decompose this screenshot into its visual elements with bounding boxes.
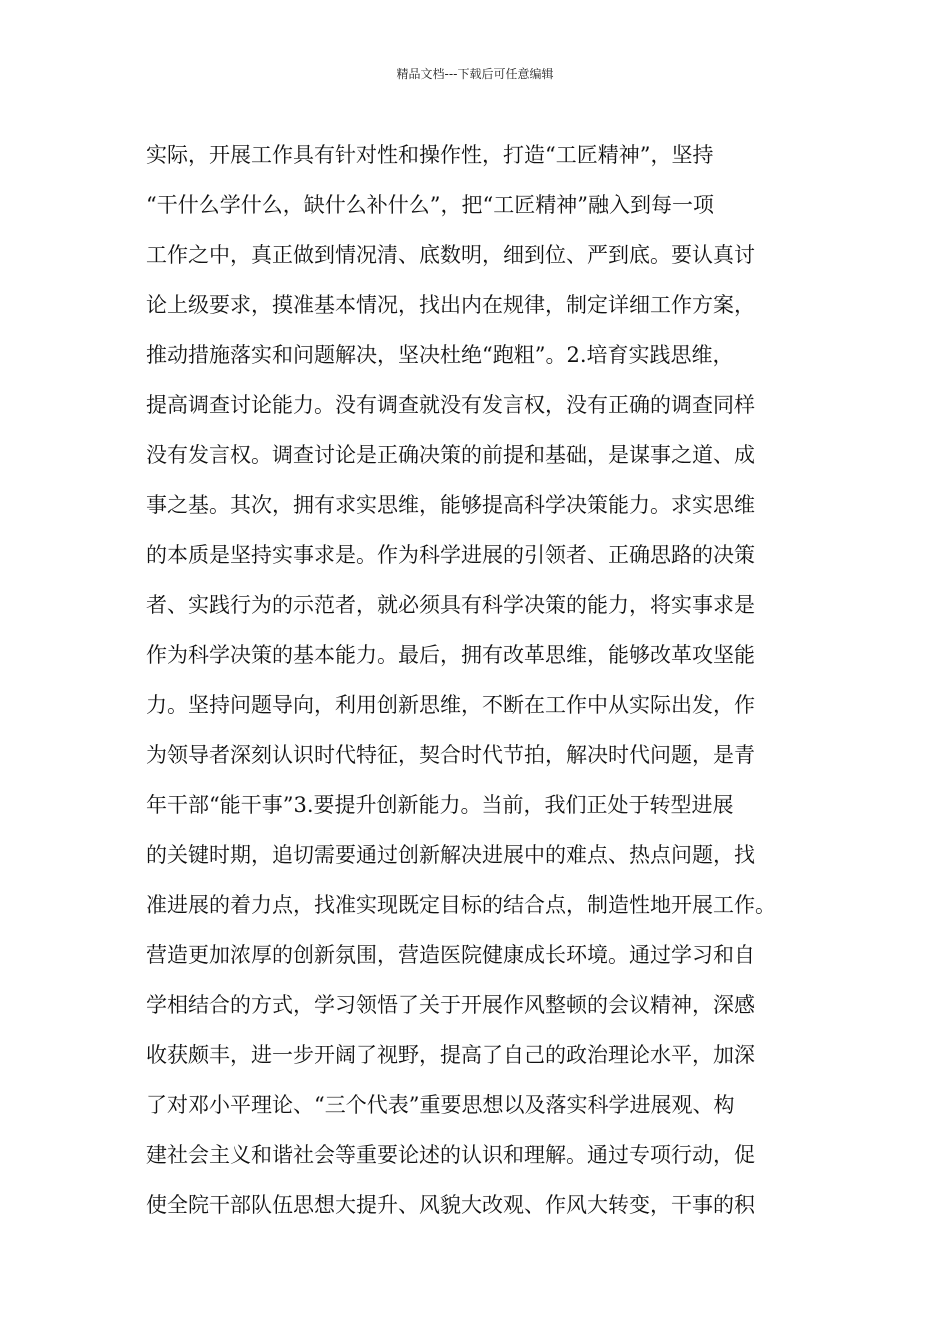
page-header: 精品文档---下载后可任意编辑 bbox=[396, 67, 554, 81]
text-line: 为领导者深刻认识时代特征，契合时代节拍，解决时代问题，是青 bbox=[146, 743, 755, 767]
text-line: 事之基。其次，拥有求实思维，能够提高科学决策能力。求实思维 bbox=[146, 493, 755, 517]
text-line: 使全院干部队伍思想大提升、风貌大改观、作风大转变，干事的积 bbox=[146, 1193, 755, 1217]
text-line: 学相结合的方式，学习领悟了关于开展作风整顿的会议精神，深感 bbox=[146, 993, 755, 1017]
text-line: 的本质是坚持实事求是。作为科学进展的引领者、正确思路的决策 bbox=[146, 543, 755, 567]
text-line: 营造更加浓厚的创新氛围，营造医院健康成长环境。通过学习和自 bbox=[146, 943, 755, 967]
text-line: 的关键时期，追切需要通过创新解决进展中的难点、热点问题，找 bbox=[146, 843, 755, 867]
text-line: 建社会主义和谐社会等重要论述的认识和理解。通过专项行动，促 bbox=[146, 1143, 755, 1167]
text-line: 没有发言权。调查讨论是正确决策的前提和基础，是谋事之道、成 bbox=[146, 443, 755, 467]
body-text bbox=[146, 130, 826, 1230]
text-line: 收获颇丰，进一步开阔了视野，提高了自己的政治理论水平，加深 bbox=[146, 1043, 755, 1067]
text-line: 作为科学决策的基本能力。最后，拥有改革思维，能够改革攻坚能 bbox=[146, 643, 755, 667]
text-line: 推动措施落实和问题解决，坚决杜绝“跑粗”。2.培育实践思维， bbox=[146, 343, 734, 367]
text-line: 了对邓小平理论、“三个代表”重要思想以及落实科学进展观、构 bbox=[146, 1093, 735, 1117]
text-line: 力。坚持问题导向，利用创新思维，不断在工作中从实际出发，作 bbox=[146, 693, 755, 717]
text-line: 年干部“能干事”3.要提升创新能力。当前，我们正处于转型进展 bbox=[146, 793, 734, 817]
text-line: 实际，开展工作具有针对性和操作性，打造“工匠精神”，坚持 bbox=[146, 143, 714, 167]
text-line: 论上级要求，摸准基本情况，找出内在规律，制定详细工作方案， bbox=[146, 293, 755, 317]
text-line: 工作之中，真正做到情况清、底数明，细到位、严到底。要认真讨 bbox=[146, 243, 755, 267]
text-line: “干什么学什么，缺什么补什么”，把“工匠精神”融入到每一项 bbox=[146, 193, 714, 217]
text-line: 提高调查讨论能力。没有调查就没有发言权，没有正确的调查同样 bbox=[146, 393, 755, 417]
text-line: 准进展的着力点，找准实现既定目标的结合点，制造性地开展工作。 bbox=[146, 893, 776, 917]
text-line: 者、实践行为的示范者，就必须具有科学决策的能力，将实事求是 bbox=[146, 593, 755, 617]
